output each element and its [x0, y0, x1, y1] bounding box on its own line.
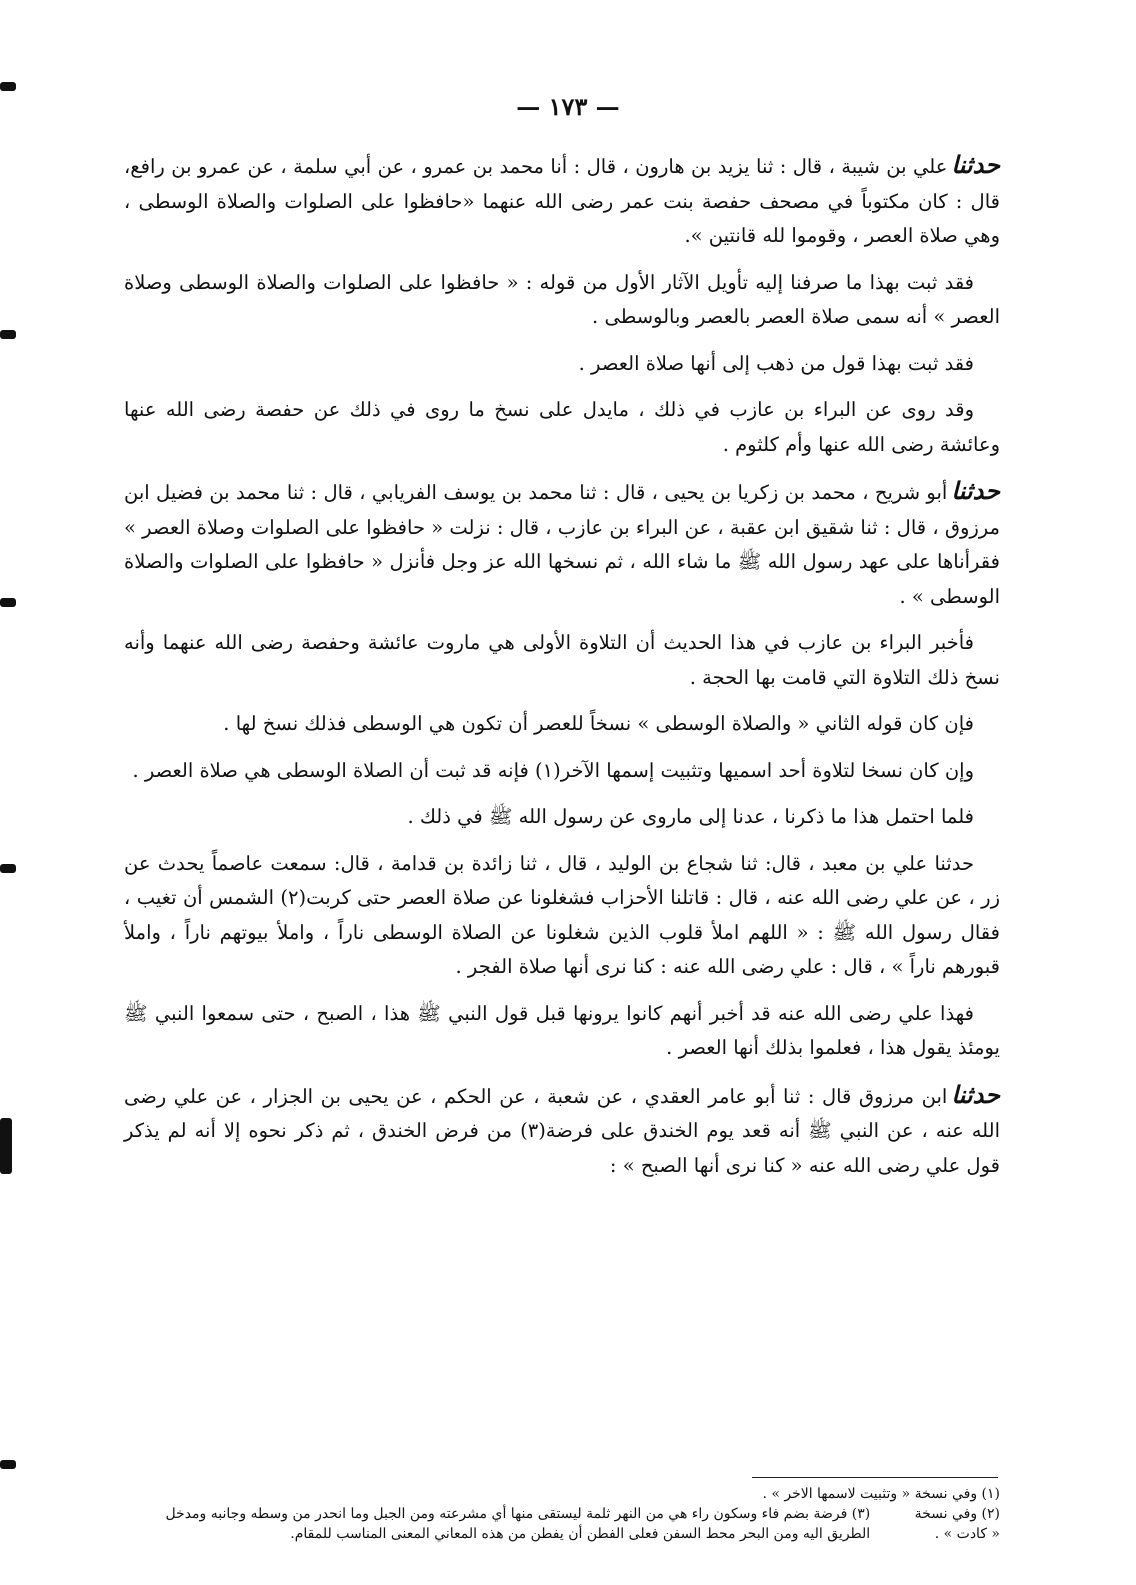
paragraph-text: فقد ثبت بهذا قول من ذهب إلى أنها صلاة العصر . — [578, 351, 974, 375]
paragraph-text: فأخبر البراء بن عازب في هذا الحديث أن التلاوة الأولى هي ماروت عائشة وحفصة رضى الله عنهما وأنه نسخ ذلك التلاوة التي قامت بها الحجة . — [124, 631, 1000, 689]
body-text — [124, 148, 1000, 1195]
footnote-1: (١) وفي نسخة « وتثبيت لاسمها الاخر » . — [762, 1486, 1000, 1502]
paragraph-text: أبو شريح ، محمد بن زكريا بن يحيى ، قال : ثنا محمد بن يوسف الفريابي ، قال : ثنا محمد بن فضيل ابن مرزوق ، قال : ثنا شقيق ابن عقبة ، عن البراء بن عازب ، قال : نزلت « حافظوا على الصلوات وصلاة العصر » فقرأناها على عهد رسول الله ﷺ ما شاء الله ، ثم نسخها الله عز وجل فأنزل « حافظوا على الصلوات والصلاة الوسطى » . — [124, 481, 1000, 608]
paragraph — [124, 800, 1000, 835]
scan-edge-mark — [0, 864, 16, 873]
paragraph — [124, 1078, 1000, 1184]
paragraph-text: وإن كان نسخا لتلاوة أحد اسميها وتثبيت إسمها الآخر(١) فإنه قد ثبت أن الصلاة الوسطى هي صلاة العصر . — [132, 758, 974, 782]
paragraph — [124, 474, 1000, 614]
footnote-2: (٢) وفي نسخة « كادت » . — [914, 1506, 1000, 1542]
scan-edge-mark — [0, 330, 16, 339]
paragraph-text: حدثنا علي بن معبد ، قال: ثنا شجاع بن الوليد ، قال ، ثنا زائدة بن قدامة ، قال: سمعت عاصماً يحدث عن زر ، عن علي رضى الله عنه ، قال : قاتلنا الأحزاب فشغلونا عن صلاة العصر حتى كربت(٢) الشمس أن تغيب ، فقال رسول الله ﷺ : « اللهم املأ قلوب الذين شغلونا عن الصلاة الوسطى ناراً ، واملأ بيوتهم ناراً ، واملأ قبورهم ناراً » ، قال : علي رضى الله عنه : كنا نرى أنها صلاة الفجر . — [124, 851, 1000, 978]
paragraph — [124, 393, 1000, 462]
paragraph-text: ابن مرزوق قال : ثنا أبو عامر العقدي ، عن شعبة ، عن الحكم ، عن يحيى بن الجزار ، عن علي رضى الله عنه ، عن النبي ﷺ أنه قعد يوم الخندق على فرضة(٣) من فرض الخندق ، ثم ذكر نحوه إلا أنه لم يذكر قول علي رضى الله عنه « كنا نرى أنها الصبح » : — [124, 1084, 1000, 1177]
paragraph — [124, 997, 1000, 1066]
paragraph — [124, 148, 1000, 254]
paragraph-text: فقد ثبت بهذا ما صرفنا إليه تأويل الآثار الأول من قوله : « حافظوا على الصلوات والصلاة الوسطى وصلاة العصر » أنه سمى صلاة العصر بالعصر وبالوسطى . — [124, 270, 1000, 328]
hadith-lead-word: حدثنا — [951, 150, 1000, 179]
hadith-lead-word: حدثنا — [951, 1079, 1000, 1109]
hadith-lead-word: حدثنا — [951, 476, 1000, 505]
paragraph — [124, 347, 1000, 382]
paragraph-text: علي بن شيبة ، قال : ثنا يزيد بن هارون ، قال : أنا محمد بن عمرو ، عن أبي سلمة ، عن عمرو بن رافع، قال : كان مكتوباً في مصحف حفصة بنت عمر رضى الله عنهما «حافظوا على الصلوات والصلاة الوسطى ، وهي صلاة العصر ، وقوموا لله قانتين ». — [124, 155, 1000, 247]
scan-edge-mark — [0, 598, 16, 607]
footnotes — [124, 1484, 1000, 1544]
paragraph-text: فلما احتمل هذا ما ذكرنا ، عدنا إلى ماروى عن رسول الله ﷺ في ذلك . — [407, 805, 974, 828]
paragraph — [124, 707, 1000, 742]
scan-edge-mark — [0, 1460, 16, 1469]
paragraph-text: فهذا علي رضى الله عنه قد أخبر أنهم كانوا يرونها قبل قول النبي ﷺ هذا ، الصبح ، حتى سمعوا النبي ﷺ يومئذ يقول هذا ، فعلموا بذلك أنها العصر . — [124, 1001, 1000, 1059]
scan-edge-mark — [0, 1118, 12, 1174]
paragraph — [124, 847, 1000, 985]
footnote-3: (٣) فرضة بضم فاء وسكون راء هي من النهر ثلمة ليستقى منها أي مشرعته ومن الجبل وما انحدر من وسطه وجانبه ومدخل الطريق اليه ومن البحر محط السفن فعلى الفطن أن يفطن من هذه المعاني المعنى المناسب للمقام. — [165, 1506, 871, 1542]
footnote-separator — [752, 1477, 998, 1478]
paragraph-text: فإن كان قوله الثاني « والصلاة الوسطى » نسخاً للعصر أن تكون هي الوسطى فذلك نسخ لها . — [223, 712, 974, 735]
paragraph — [124, 754, 1000, 789]
scan-edge-mark — [0, 82, 16, 91]
paragraph — [124, 626, 1000, 695]
paragraph — [124, 266, 1000, 335]
paragraph-text: وقد روى عن البراء بن عازب في ذلك ، مايدل على نسخ ما روى في ذلك عن حفصة رضى الله عنها وعائشة رضى الله عنها وأم كلثوم . — [124, 398, 1000, 456]
footnote-row — [124, 1504, 1000, 1544]
page-number: — ١٧٣ — — [516, 92, 620, 121]
